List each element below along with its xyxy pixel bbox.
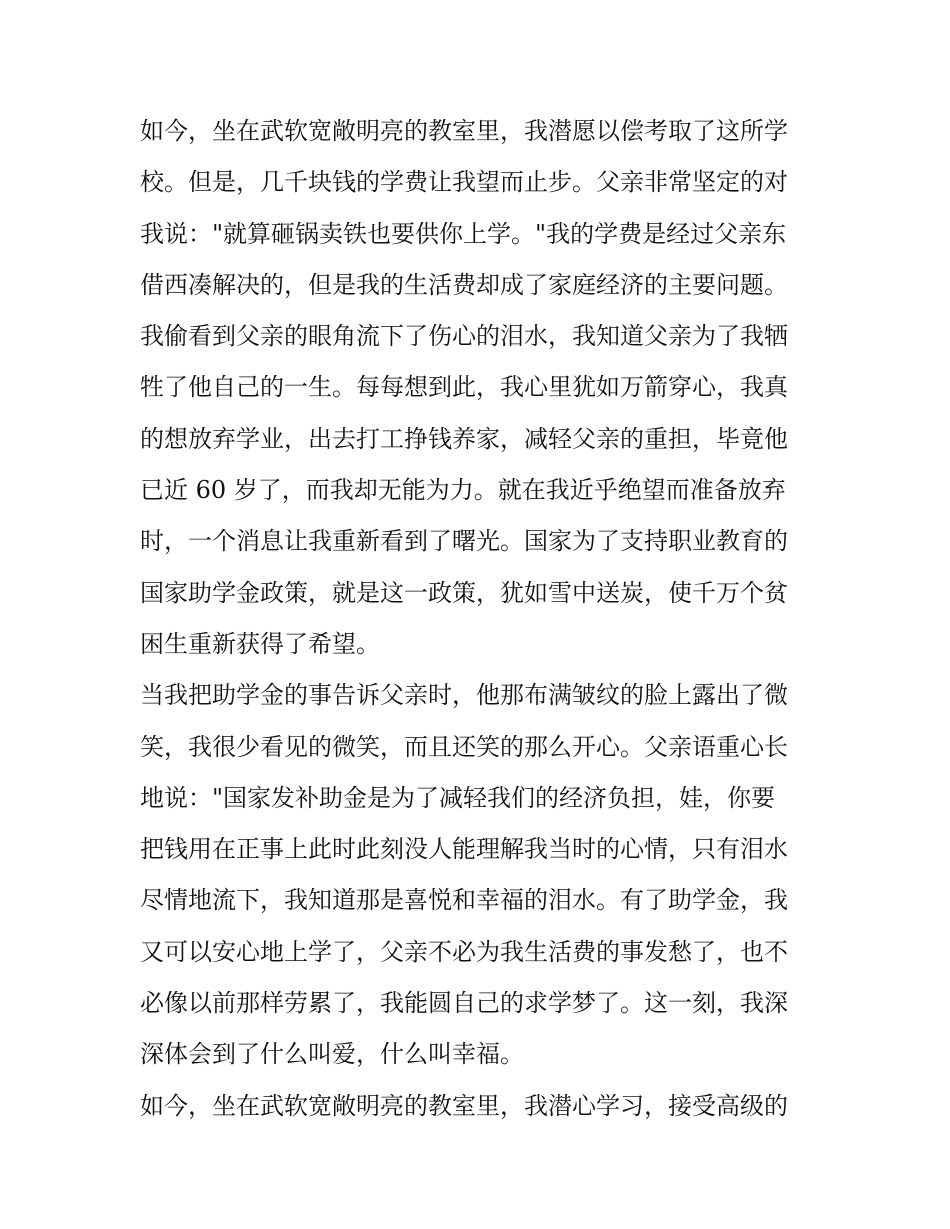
- text-line: 又可以安心地上学了，父亲不必为我生活费的事发愁了，也不: [140, 937, 788, 966]
- text-line: 尽情地流下，我知道那是喜悦和幸福的泪水。有了助学金，我: [140, 886, 788, 915]
- text-line: 如今，坐在武软宽敞明亮的教室里，我潜愿以偿考取了这所学: [140, 117, 788, 145]
- text-line: 时，一个消息让我重新看到了曙光。国家为了支持职业教育的: [140, 527, 788, 556]
- text-line: 笑，我很少看见的微笑，而且还笑的那么开心。父亲语重心长: [140, 732, 788, 761]
- text-line: 我说："就算砸锅卖铁也要供你上学。"我的学费是经过父亲东: [140, 219, 787, 248]
- text-line: 我偷看到父亲的眼角流下了伤心的泪水，我知道父亲为了我牺: [140, 322, 788, 351]
- text-line: 借西凑解决的，但是我的生活费却成了家庭经济的主要问题。: [140, 270, 788, 299]
- text-line: 国家助学金政策，就是这一政策，犹如雪中送炭，使千万个贫: [140, 578, 788, 607]
- text-line: 已近 60 岁了，而我却无能为力。就在我近乎绝望而准备放弃: [140, 476, 786, 505]
- text-line: 必像以前那样劳累了，我能圆自己的求学梦了。这一刻，我深: [140, 989, 788, 1018]
- text-line: 深体会到了什么叫爱，什么叫幸福。: [140, 1040, 524, 1069]
- text-line: 困生重新获得了希望。: [140, 629, 380, 658]
- text-line: 当我把助学金的事告诉父亲时，他那布满皱纹的脸上露出了微: [140, 681, 788, 710]
- text-line: 如今，坐在武软宽敞明亮的教室里，我潜心学习，接受高级的: [140, 1091, 788, 1120]
- text-line: 把钱用在正事上此时此刻没人能理解我当时的心情，只有泪水: [140, 835, 788, 864]
- document-body: [140, 106, 812, 1132]
- text-line: 的想放弃学业，出去打工挣钱养家，减轻父亲的重担，毕竟他: [140, 424, 788, 453]
- text-line: 牲了他自己的一生。每每想到此，我心里犹如万箭穿心，我真: [140, 373, 788, 402]
- text-line: 校。但是，几千块钱的学费让我望而止步。父亲非常坚定的对: [140, 168, 788, 197]
- text-line: 地说："国家发补助金是为了减轻我们的经济负担，娃，你要: [140, 783, 776, 812]
